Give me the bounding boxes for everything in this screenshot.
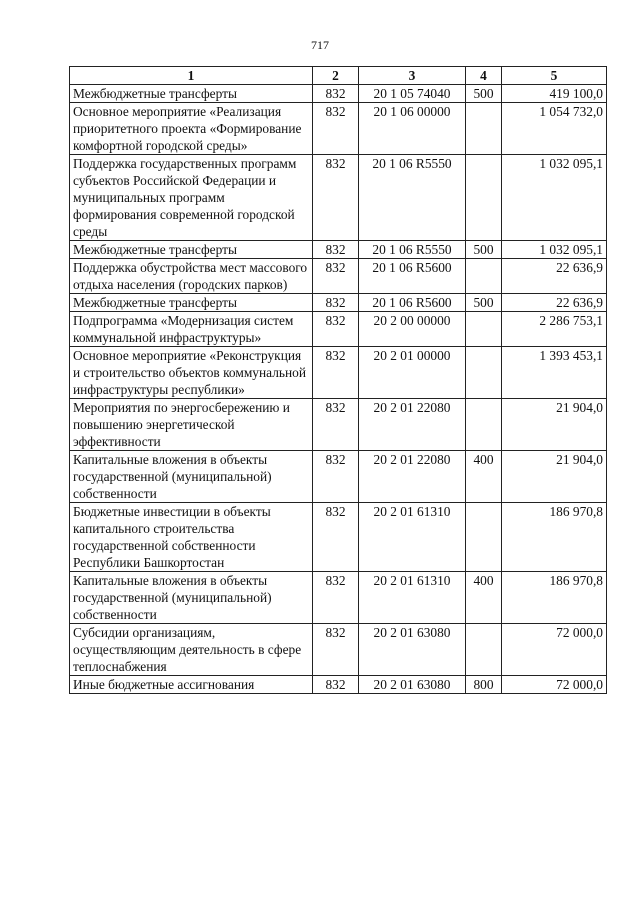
cell-ved-code: 832 [313, 347, 359, 399]
cell-expense-type [466, 155, 502, 241]
table-row [70, 312, 607, 347]
cell-ved-code: 832 [313, 624, 359, 676]
cell-name: Субсидии организациям, осуществляющим деятельность в сфере теплоснабжения [70, 624, 313, 676]
table-row [70, 347, 607, 399]
column-header-sum: 5 [502, 67, 607, 85]
cell-target-article: 20 2 01 61310 [359, 572, 466, 624]
cell-target-article: 20 1 05 74040 [359, 85, 466, 103]
cell-target-article: 20 1 06 R5600 [359, 294, 466, 312]
cell-ved-code: 832 [313, 241, 359, 259]
cell-amount: 419 100,0 [502, 85, 607, 103]
cell-name: Межбюджетные трансферты [70, 85, 313, 103]
table-row [70, 451, 607, 503]
table-row [70, 624, 607, 676]
column-header-name: 1 [70, 67, 313, 85]
cell-name: Межбюджетные трансферты [70, 241, 313, 259]
cell-ved-code: 832 [313, 312, 359, 347]
cell-expense-type [466, 312, 502, 347]
cell-target-article: 20 1 06 R5600 [359, 259, 466, 294]
cell-amount: 186 970,8 [502, 503, 607, 572]
cell-name: Основное мероприятие «Реконструкция и строительство объектов коммунальной инфраструктуры республики» [70, 347, 313, 399]
cell-ved-code: 832 [313, 572, 359, 624]
cell-expense-type [466, 624, 502, 676]
cell-expense-type: 500 [466, 85, 502, 103]
table-row [70, 676, 607, 694]
cell-amount: 22 636,9 [502, 259, 607, 294]
cell-expense-type [466, 503, 502, 572]
cell-name: Капитальные вложения в объекты государственной (муниципальной) собственности [70, 572, 313, 624]
cell-name: Поддержка государственных программ субъектов Российской Федерации и муниципальных программ формирования современной городской среды [70, 155, 313, 241]
cell-expense-type: 800 [466, 676, 502, 694]
table-row [70, 155, 607, 241]
cell-expense-type [466, 347, 502, 399]
table-header-row [70, 67, 607, 85]
cell-name: Подпрограмма «Модернизация систем коммунальной инфраструктуры» [70, 312, 313, 347]
cell-ved-code: 832 [313, 155, 359, 241]
cell-target-article: 20 2 00 00000 [359, 312, 466, 347]
cell-expense-type [466, 259, 502, 294]
cell-amount: 2 286 753,1 [502, 312, 607, 347]
cell-target-article: 20 2 01 63080 [359, 676, 466, 694]
cell-target-article: 20 1 06 R5550 [359, 155, 466, 241]
table-row [70, 294, 607, 312]
cell-expense-type: 500 [466, 241, 502, 259]
cell-amount: 1 054 732,0 [502, 103, 607, 155]
cell-amount: 21 904,0 [502, 399, 607, 451]
table-row [70, 241, 607, 259]
cell-expense-type: 400 [466, 572, 502, 624]
table-row [70, 259, 607, 294]
cell-ved-code: 832 [313, 451, 359, 503]
cell-target-article: 20 1 06 R5550 [359, 241, 466, 259]
table-row [70, 85, 607, 103]
table-row [70, 399, 607, 451]
column-header-csr: 3 [359, 67, 466, 85]
cell-target-article: 20 2 01 61310 [359, 503, 466, 572]
cell-ved-code: 832 [313, 259, 359, 294]
cell-name: Межбюджетные трансферты [70, 294, 313, 312]
cell-amount: 21 904,0 [502, 451, 607, 503]
cell-target-article: 20 2 01 22080 [359, 399, 466, 451]
cell-name: Бюджетные инвестиции в объекты капитального строительства государственной собственности Республики Башкортостан [70, 503, 313, 572]
cell-expense-type: 500 [466, 294, 502, 312]
cell-amount: 1 393 453,1 [502, 347, 607, 399]
cell-ved-code: 832 [313, 85, 359, 103]
cell-name: Поддержка обустройства мест массового отдыха населения (городских парков) [70, 259, 313, 294]
cell-name: Основное мероприятие «Реализация приоритетного проекта «Формирование комфортной городской среды» [70, 103, 313, 155]
cell-amount: 72 000,0 [502, 676, 607, 694]
cell-ved-code: 832 [313, 294, 359, 312]
table-row [70, 572, 607, 624]
cell-expense-type: 400 [466, 451, 502, 503]
cell-ved-code: 832 [313, 676, 359, 694]
page-number: 717 [311, 38, 329, 52]
cell-ved-code: 832 [313, 503, 359, 572]
cell-target-article: 20 2 01 63080 [359, 624, 466, 676]
budget-table [69, 66, 607, 694]
cell-amount: 72 000,0 [502, 624, 607, 676]
cell-amount: 1 032 095,1 [502, 241, 607, 259]
cell-target-article: 20 1 06 00000 [359, 103, 466, 155]
cell-expense-type [466, 103, 502, 155]
cell-target-article: 20 2 01 22080 [359, 451, 466, 503]
column-header-vr: 4 [466, 67, 502, 85]
cell-name: Мероприятия по энергосбережению и повышению энергетической эффективности [70, 399, 313, 451]
cell-amount: 1 032 095,1 [502, 155, 607, 241]
column-header-ved: 2 [313, 67, 359, 85]
cell-amount: 186 970,8 [502, 572, 607, 624]
cell-target-article: 20 2 01 00000 [359, 347, 466, 399]
cell-ved-code: 832 [313, 103, 359, 155]
cell-ved-code: 832 [313, 399, 359, 451]
cell-expense-type [466, 399, 502, 451]
table-row [70, 103, 607, 155]
table-row [70, 503, 607, 572]
cell-amount: 22 636,9 [502, 294, 607, 312]
cell-name: Капитальные вложения в объекты государственной (муниципальной) собственности [70, 451, 313, 503]
cell-name: Иные бюджетные ассигнования [70, 676, 313, 694]
